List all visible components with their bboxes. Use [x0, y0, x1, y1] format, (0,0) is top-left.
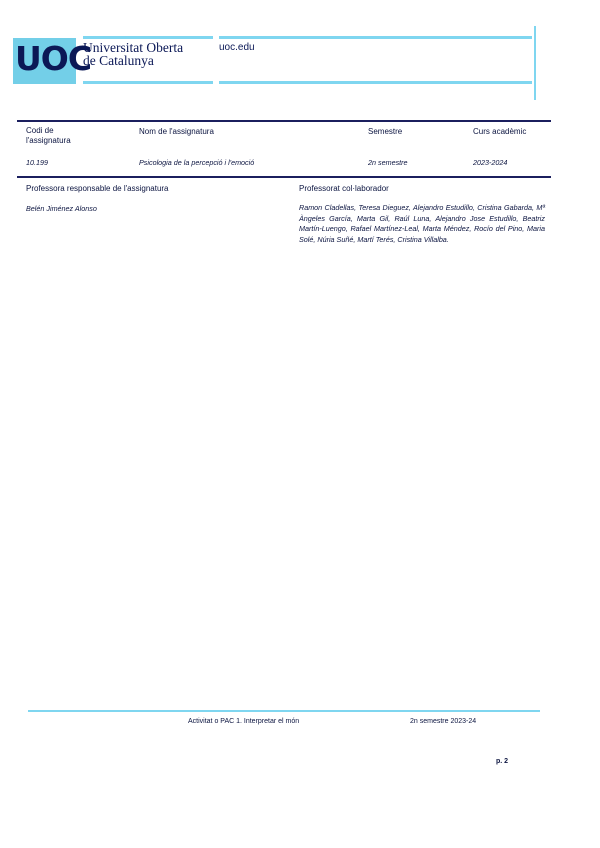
logo-text: UOC: [15, 39, 92, 78]
value-course-code: 10.199: [26, 158, 48, 167]
website-link[interactable]: uoc.edu: [219, 42, 255, 53]
university-name-line1: Universitat Oberta: [83, 40, 184, 55]
university-name: [83, 41, 183, 67]
header-rule-bottom-left: [83, 81, 213, 84]
footer-rule: [28, 710, 540, 712]
header-vertical-rule: [534, 26, 536, 100]
value-course-name: Psicologia de la percepció i l'emoció: [139, 158, 255, 167]
responsible-professor-name: Belén Jiménez Alonso: [26, 204, 97, 213]
header-course-code: Codi de l'assignatura: [26, 126, 71, 145]
table-rule-top: [17, 120, 551, 122]
header-rule-bottom-right: [219, 81, 532, 84]
university-name-line2: de Catalunya: [83, 53, 154, 68]
header-semester: Semestre: [368, 127, 403, 136]
header-academic-year: Curs acadèmic: [473, 127, 527, 136]
responsible-professor-label: Professora responsable de l'assignatura: [26, 184, 169, 193]
header-rule-top-left: [83, 36, 213, 39]
page-number: p. 2: [496, 758, 509, 765]
header-course-name: Nom de l'assignatura: [139, 127, 214, 136]
collaborators-label: Professorat col·laborador: [299, 184, 389, 193]
value-academic-year: 2023-2024: [473, 158, 508, 167]
value-semester: 2n semestre: [368, 158, 408, 167]
footer-semester: 2n semestre 2023-24: [410, 718, 477, 725]
footer-activity: Activitat o PAC 1. Interpretar el món: [188, 718, 300, 725]
uoc-logo: [13, 38, 92, 84]
header-rule-top-right: [219, 36, 532, 39]
table-rule-middle: [17, 176, 551, 178]
collaborators-list: Ramon Cladellas, Teresa Dieguez, Alejandro Estudillo, Cristina Gabarda, Mª Àngeles García, Marta Gil, Raúl Luna, Alejandro Jose Estudillo, Beatriz Martín-Luengo, Rafael Martínez-Leal, Marta Méndez, Rocío del Pino, Maria Solé, Núria Suñé, Martí Terés, Cristina Villalba.: [299, 203, 545, 245]
